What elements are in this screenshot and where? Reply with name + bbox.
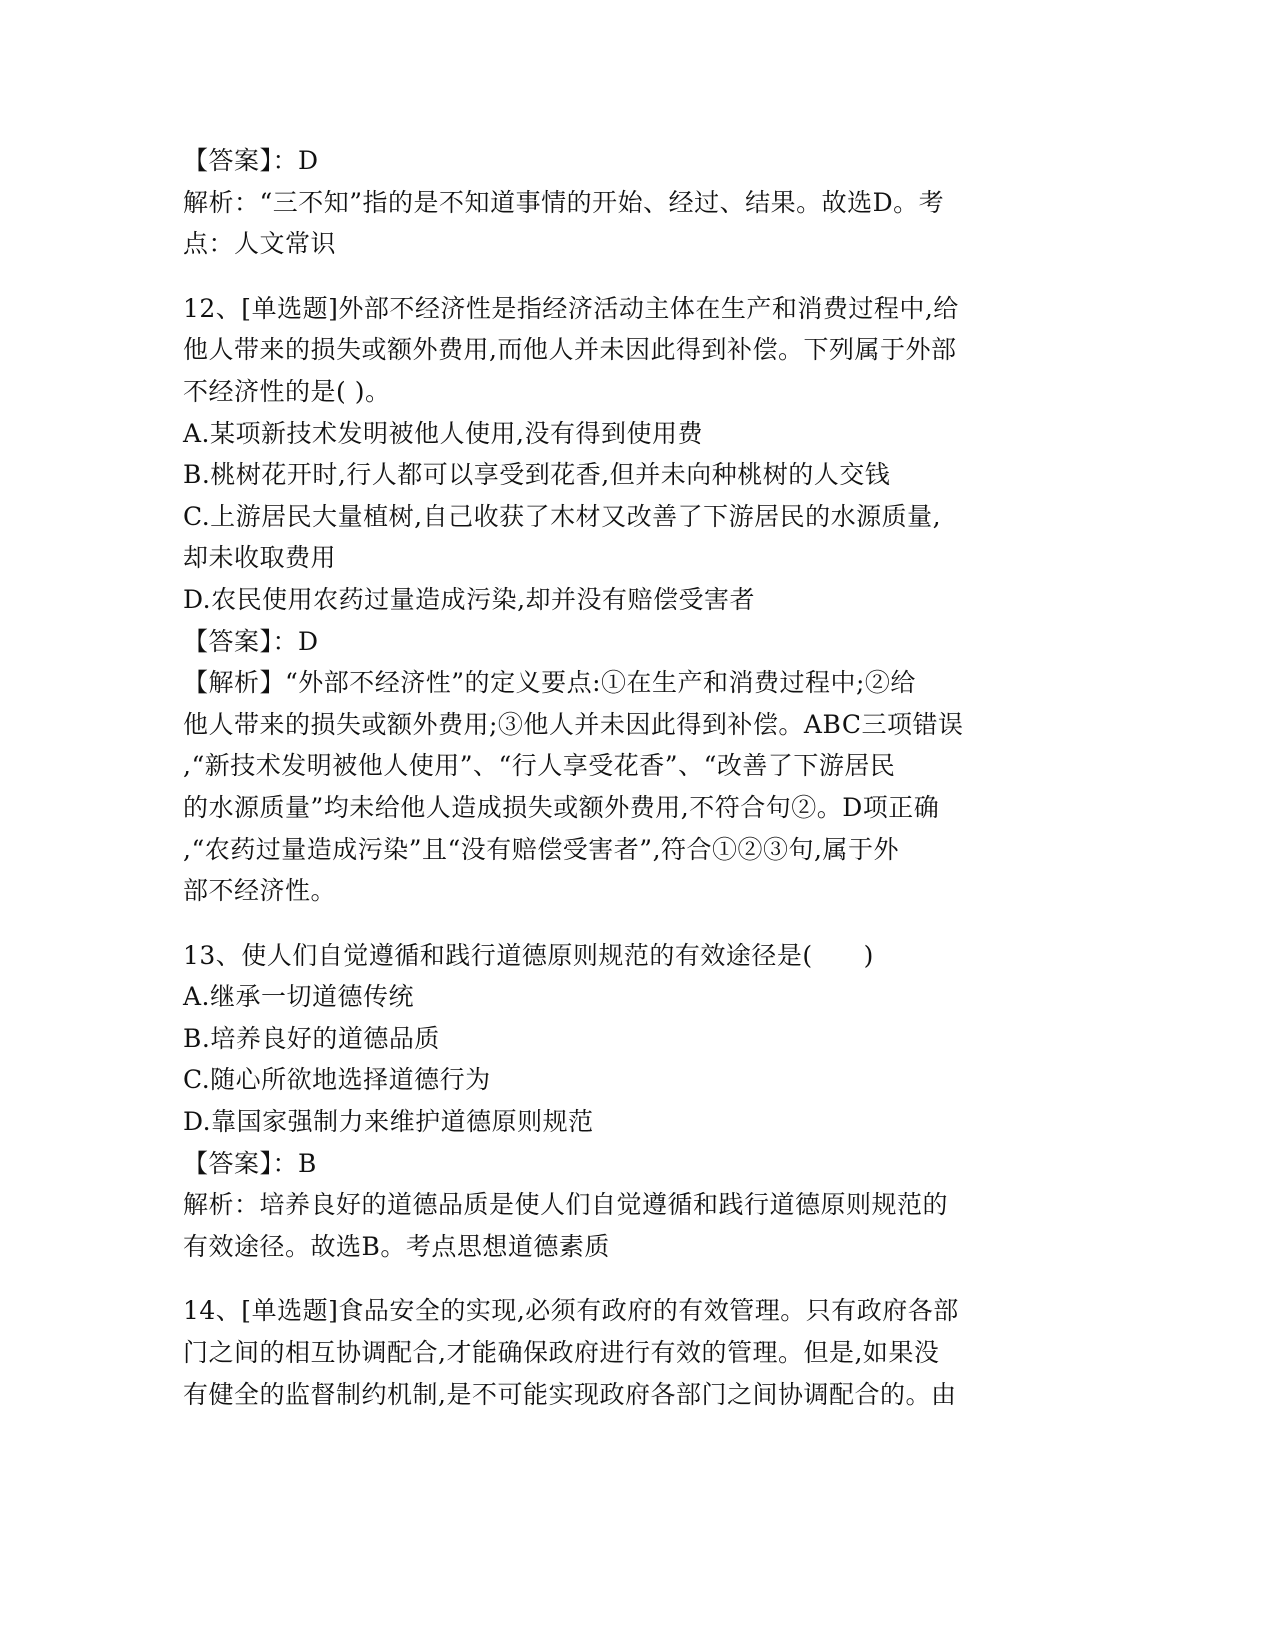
question-stem-line: 有健全的监督制约机制,是不可能实现政府各部门之间协调配合的。由 bbox=[183, 1379, 957, 1409]
answer-label: 【答案】：D bbox=[183, 626, 319, 656]
explanation-line: ,“农药过量造成污染”且“没有赔偿受害者”,符合①②③句,属于外 bbox=[183, 834, 899, 864]
spacer bbox=[183, 1267, 1043, 1290]
answer-block-11 bbox=[183, 140, 1043, 265]
option-c: C.随心所欲地选择道德行为 bbox=[183, 1065, 491, 1095]
explanation-line: 部不经济性。 bbox=[183, 876, 337, 906]
option-d: D.农民使用农药过量造成污染,却并没有赔偿受害者 bbox=[183, 584, 756, 614]
option-c: C.上游居民大量植树,自己收获了木材又改善了下游居民的水源质量, bbox=[183, 501, 942, 531]
explanation-line: 有效途径。故选B。考点思想道德素质 bbox=[183, 1231, 610, 1261]
explanation-line: 【解析】“外部不经济性”的定义要点:①在生产和消费过程中;②给 bbox=[183, 668, 916, 698]
spacer bbox=[183, 265, 1043, 288]
option-b: B.培养良好的道德品质 bbox=[183, 1023, 440, 1053]
question-stem-line: 不经济性的是( )。 bbox=[183, 376, 391, 406]
explanation-line: ,“新技术发明被他人使用”、“行人享受花香”、“改善了下游居民 bbox=[183, 751, 896, 781]
explanation-line: 解析：“三不知”指的是不知道事情的开始、经过、结果。故选D。考 bbox=[183, 187, 945, 217]
question-stem-line: 他人带来的损失或额外费用,而他人并未因此得到补偿。下列属于外部 bbox=[183, 335, 957, 365]
question-stem-line: 12、[单选题]外部不经济性是指经济活动主体在生产和消费过程中,给 bbox=[183, 293, 959, 323]
question-block-13 bbox=[183, 935, 1043, 1268]
question-stem-line: 14、[单选题]食品安全的实现,必须有政府的有效管理。只有政府各部 bbox=[183, 1296, 959, 1326]
explanation-line: 解析：培养良好的道德品质是使人们自觉遵循和践行道德原则规范的 bbox=[183, 1190, 949, 1220]
question-block-14 bbox=[183, 1290, 1043, 1415]
option-a: A.继承一切道德传统 bbox=[183, 982, 415, 1012]
explanation-line: 的水源质量”均未给他人造成损失或额外费用,不符合句②。D项正确 bbox=[183, 792, 940, 822]
question-stem-line: 13、使人们自觉遵循和践行道德原则规范的有效途径是( ) bbox=[183, 940, 874, 970]
explanation-line: 他人带来的损失或额外费用;③他人并未因此得到补偿。ABC三项错误 bbox=[183, 709, 964, 739]
answer-label: 【答案】：D bbox=[183, 146, 319, 175]
option-b: B.桃树花开时,行人都可以享受到花香,但并未向种桃树的人交钱 bbox=[183, 460, 891, 490]
option-a: A.某项新技术发明被他人使用,没有得到使用费 bbox=[183, 418, 703, 448]
spacer bbox=[183, 912, 1043, 935]
option-d: D.靠国家强制力来维护道德原则规范 bbox=[183, 1107, 594, 1137]
document-page bbox=[183, 140, 1043, 1415]
answer-label: 【答案】：B bbox=[183, 1148, 317, 1178]
question-stem-line: 门之间的相互协调配合,才能确保政府进行有效的管理。但是,如果没 bbox=[183, 1338, 940, 1368]
option-c-continued: 却未收取费用 bbox=[183, 543, 337, 573]
explanation-line: 点：人文常识 bbox=[183, 229, 337, 259]
question-block-12 bbox=[183, 288, 1043, 912]
